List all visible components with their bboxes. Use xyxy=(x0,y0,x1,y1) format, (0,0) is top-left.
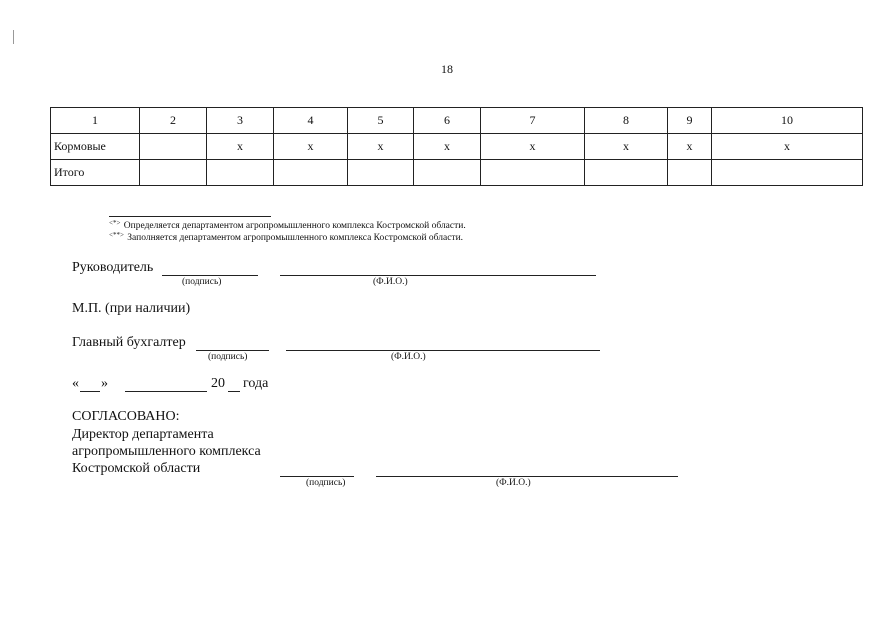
approved-line-3: Костромской области xyxy=(72,461,201,476)
approved-name-line xyxy=(376,476,678,477)
column-header: 4 xyxy=(274,108,348,134)
table-row xyxy=(51,160,863,186)
footnote-2 xyxy=(109,231,463,243)
approved-signature-line xyxy=(280,476,354,477)
date-open-quote: « xyxy=(72,376,79,391)
table-cell: х xyxy=(207,134,274,160)
approved-signature-caption: (подпись) xyxy=(306,478,346,488)
footnote-2-mark: <**> xyxy=(109,231,124,239)
date-suffix: года xyxy=(243,376,269,391)
table-cell xyxy=(274,160,348,186)
table-cell xyxy=(668,160,712,186)
page-number: 18 xyxy=(441,62,453,76)
row-label: Кормовые xyxy=(51,134,140,160)
accountant-signature-caption: (подпись) xyxy=(208,352,248,362)
approved-title: СОГЛАСОВАНО: xyxy=(72,409,180,424)
approved-line-1: Директор департамента xyxy=(72,427,214,442)
footnote-2-text: Заполняется департаментом агропромышленного комплекса Костромской области. xyxy=(127,233,464,243)
footnote-1 xyxy=(109,219,466,231)
head-name-caption: (Ф.И.О.) xyxy=(373,277,408,287)
table-cell xyxy=(207,160,274,186)
column-header: 10 xyxy=(712,108,863,134)
date-year-prefix: 20 xyxy=(211,376,225,391)
accountant-name-caption: (Ф.И.О.) xyxy=(391,352,426,362)
date-day-line xyxy=(80,391,100,392)
column-header: 2 xyxy=(140,108,207,134)
column-header: 7 xyxy=(481,108,585,134)
head-label: Руководитель xyxy=(72,260,154,275)
accountant-signature-line xyxy=(196,350,269,351)
column-header: 9 xyxy=(668,108,712,134)
column-header: 3 xyxy=(207,108,274,134)
table-cell: х xyxy=(668,134,712,160)
stamp-label: М.П. (при наличии) xyxy=(72,301,191,316)
table-row xyxy=(51,134,863,160)
table-cell: х xyxy=(585,134,668,160)
date-close-quote: » xyxy=(101,376,108,391)
table-header-row xyxy=(51,108,863,134)
column-header: 1 xyxy=(51,108,140,134)
head-signature-line xyxy=(162,275,258,276)
footnote-1-text: Определяется департаментом агропромышленного комплекса Костромской области. xyxy=(123,221,466,231)
table-cell xyxy=(348,160,414,186)
footnote-1-mark: <*> xyxy=(109,219,121,227)
column-header: 8 xyxy=(585,108,668,134)
row-label: Итого xyxy=(51,160,140,186)
table-cell: х xyxy=(348,134,414,160)
date-month-line xyxy=(125,391,207,392)
table-cell xyxy=(585,160,668,186)
footnote-separator xyxy=(109,216,271,217)
approved-line-2: агропромышленного комплекса xyxy=(72,444,261,459)
accountant-label: Главный бухгалтер xyxy=(72,335,186,350)
accountant-name-line xyxy=(286,350,600,351)
table-cell: х xyxy=(274,134,348,160)
table-cell xyxy=(140,134,207,160)
table-cell: х xyxy=(414,134,481,160)
table-cell: х xyxy=(712,134,863,160)
table-cell: х xyxy=(481,134,585,160)
column-header: 6 xyxy=(414,108,481,134)
data-table xyxy=(50,107,863,186)
date-year-line xyxy=(228,391,240,392)
column-header: 5 xyxy=(348,108,414,134)
approved-name-caption: (Ф.И.О.) xyxy=(496,478,531,488)
margin-mark xyxy=(13,30,14,44)
table-cell xyxy=(140,160,207,186)
table-cell xyxy=(481,160,585,186)
table-cell xyxy=(712,160,863,186)
head-name-line xyxy=(280,275,596,276)
head-signature-caption: (подпись) xyxy=(182,277,222,287)
table-cell xyxy=(414,160,481,186)
